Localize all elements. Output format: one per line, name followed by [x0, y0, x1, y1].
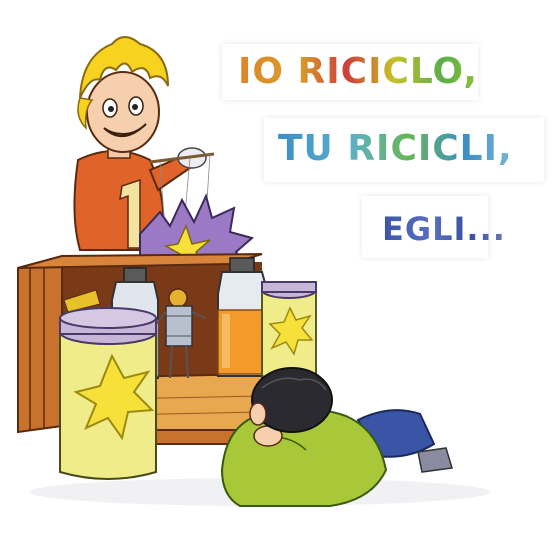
- caption-line1: IO RICICLO,: [238, 51, 479, 92]
- caption-line2: TU RICICLI,: [278, 128, 513, 169]
- jar-left-large: [60, 308, 156, 479]
- caption-line3: EGLI...: [382, 210, 506, 248]
- jar-right: [262, 282, 316, 380]
- caption-card-line2: [264, 118, 544, 182]
- caption-card-line1: [222, 44, 478, 100]
- caption-card-line3: [362, 196, 506, 258]
- plastic-bottle-right: [218, 258, 268, 376]
- blond-boy-puppeteer: [74, 37, 214, 250]
